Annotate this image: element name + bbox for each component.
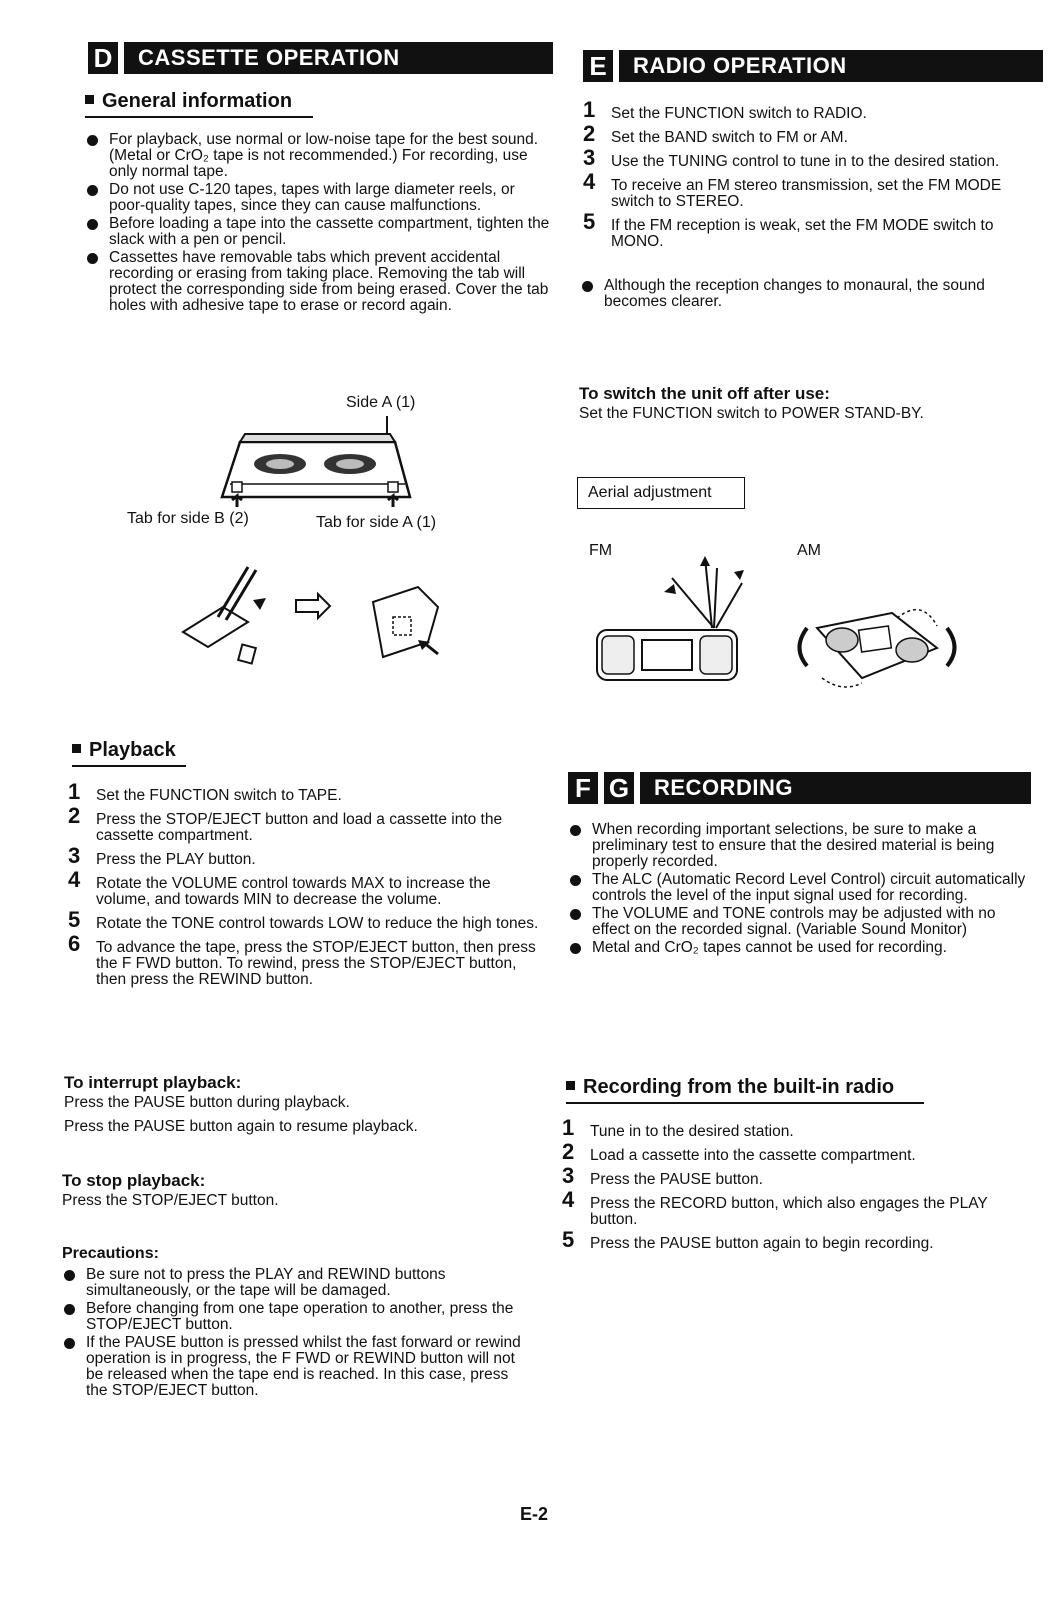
list-item: Before loading a tape into the cassette compartment, tighten the slack with a pen or pencil.	[85, 216, 553, 248]
stop-heading: To stop playback:	[62, 1171, 206, 1190]
list-item: Cassettes have removable tabs which prevent accidental recording or erasing from taking place. Removing the tab will protect the corresponding side from being erased. Cover the tab holes with adhesive tape to erase or record again.	[85, 250, 553, 314]
stop-block	[62, 1171, 532, 1209]
section-letter: F	[568, 772, 598, 804]
square-bullet-icon	[566, 1081, 575, 1090]
list-item: 4 Rotate the VOLUME control towards MAX to increase the volume, and towards MIN to decrease the volume.	[68, 867, 491, 908]
list-item: 6 To advance the tape, press the STOP/EJECT button, then press the F FWD button. To rewind, press the STOP/EJECT button, then press the REWIND button.	[68, 931, 536, 988]
radio-steps	[583, 97, 1043, 258]
list-item: When recording important selections, be sure to make a preliminary test to ensure that the desired material is being properly recorded.	[568, 822, 1031, 870]
builtin-radio-steps	[562, 1115, 1032, 1260]
list-item: Before changing from one tape operation to another, press the STOP/EJECT button.	[62, 1301, 534, 1333]
builtin-radio-heading: Recording from the built-in radio	[566, 1076, 924, 1099]
general-info-heading: General information	[85, 90, 313, 113]
aerial-adjustment-illustration	[592, 548, 972, 698]
list-item: 2 Set the BAND switch to FM or AM.	[583, 121, 848, 146]
square-bullet-icon	[85, 95, 94, 104]
page-number: E-2	[520, 1504, 549, 1524]
list-item: 2 Press the STOP/EJECT button and load a cassette into the cassette compartment.	[68, 803, 503, 844]
fig-side-a-label: Side A (1)	[346, 394, 416, 411]
list-item: 5 Press the PAUSE button again to begin recording.	[562, 1227, 934, 1252]
list-item: Do not use C-120 tapes, tapes with large diameter reels, or poor-quality tapes, since they can cause malfunctions.	[85, 182, 553, 214]
cassette-illustration	[200, 412, 430, 512]
radio-section-header	[583, 50, 1043, 82]
interrupt-line2: Press the PAUSE button again to resume playback.	[64, 1118, 418, 1135]
playback-heading: Playback	[72, 739, 186, 762]
list-item: 1 Set the FUNCTION switch to TAPE.	[68, 779, 342, 804]
general-info-list	[85, 132, 553, 316]
fig-tab-a-label: Tab for side A (1)	[316, 514, 437, 531]
list-item: Metal and CrO₂ tapes cannot be used for recording.	[568, 940, 1031, 956]
list-item: 4 To receive an FM stereo transmission, set the FM MODE switch to STEREO.	[583, 169, 1002, 210]
precautions-block	[62, 1245, 534, 1401]
section-title: RADIO OPERATION	[619, 50, 1043, 82]
section-letter: D	[88, 42, 118, 74]
section-title: CASSETTE OPERATION	[124, 42, 553, 74]
precautions-list	[62, 1267, 534, 1399]
list-item: If the PAUSE button is pressed whilst the fast forward or rewind operation is in progress, the F FWD or REWIND button will not be released when the tape end is reached. In this case, press the STOP/EJECT button.	[62, 1335, 534, 1399]
stop-text: Press the STOP/EJECT button.	[62, 1192, 279, 1209]
radio-note	[580, 278, 1043, 312]
interrupt-line1: Press the PAUSE button during playback.	[64, 1094, 350, 1111]
list-item: For playback, use normal or low-noise tape for the best sound. (Metal or CrO₂ tape is not recommended.) For recording, use only normal tape.	[85, 132, 553, 180]
fm-label: FM	[589, 542, 613, 559]
interrupt-heading: To interrupt playback:	[64, 1073, 242, 1092]
list-item: 3 Press the PLAY button.	[68, 843, 256, 868]
list-item: Be sure not to press the PLAY and REWIND buttons simultaneously, or the tape will be damaged.	[62, 1267, 534, 1299]
list-item: 3 Use the TUNING control to tune in to the desired station.	[583, 145, 1000, 170]
section-title: RECORDING	[640, 772, 1031, 804]
list-item: The ALC (Automatic Record Level Control) circuit automatically controls the level of the input signal used for recording.	[568, 872, 1031, 904]
section-letter: G	[604, 772, 634, 804]
switch-off-block	[579, 384, 1039, 422]
tab-removal-illustration	[178, 562, 448, 670]
list-item: 1 Set the FUNCTION switch to RADIO.	[583, 97, 867, 122]
fig-tab-b-label: Tab for side B (2)	[127, 510, 249, 527]
precautions-heading: Precautions:	[62, 1245, 159, 1262]
cassette-section-header	[88, 42, 553, 74]
list-item: 2 Load a cassette into the cassette compartment.	[562, 1139, 916, 1164]
list-item: 1 Tune in to the desired station.	[562, 1115, 794, 1140]
list-item: 4 Press the RECORD button, which also engages the PLAY button.	[562, 1187, 988, 1228]
recording-list	[568, 822, 1031, 958]
list-item: The VOLUME and TONE controls may be adjusted with no effect on the recorded signal. (Variable Sound Monitor)	[568, 906, 1031, 938]
recording-section-header	[568, 772, 1031, 804]
switch-off-text: Set the FUNCTION switch to POWER STAND-BY.	[579, 405, 924, 422]
square-bullet-icon	[72, 744, 81, 753]
list-item: 5 Rotate the TONE control towards LOW to reduce the high tones.	[68, 907, 539, 932]
aerial-adjustment-label: Aerial adjustment	[577, 477, 745, 509]
interrupt-block	[64, 1073, 534, 1135]
list-item: 5 If the FM reception is weak, set the FM MODE switch to MONO.	[583, 209, 994, 250]
switch-off-heading: To switch the unit off after use:	[579, 384, 830, 403]
list-item: Although the reception changes to monaural, the sound becomes clearer.	[580, 278, 1043, 310]
am-label: AM	[797, 542, 821, 559]
list-item: 3 Press the PAUSE button.	[562, 1163, 763, 1188]
section-letter: E	[583, 50, 613, 82]
playback-steps	[68, 779, 540, 996]
